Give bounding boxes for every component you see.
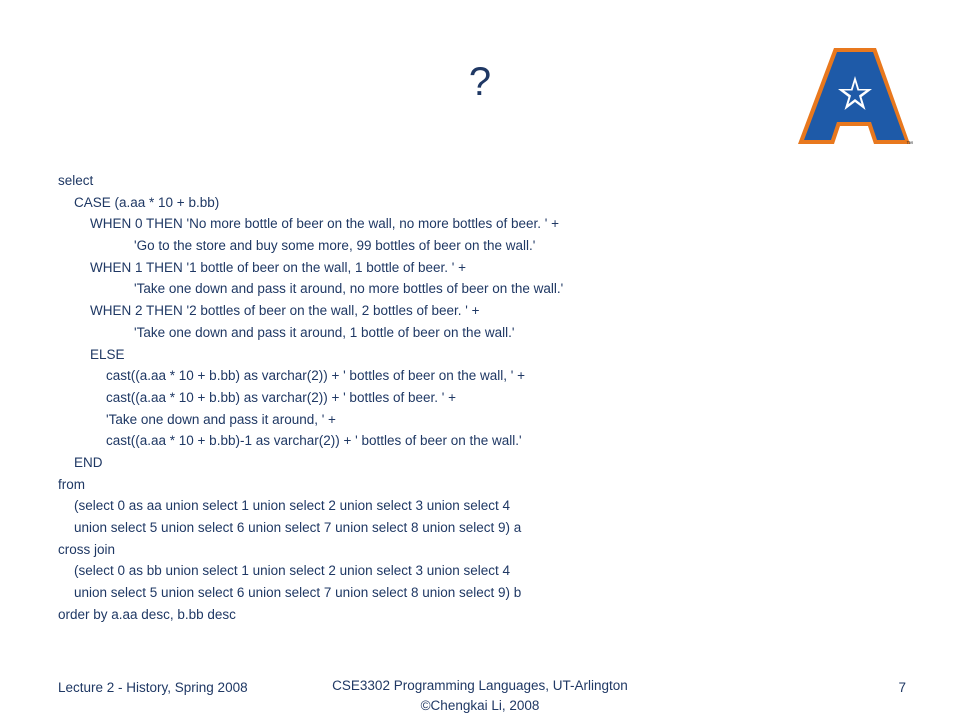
code-line: cross join: [58, 541, 116, 557]
logo-trademark: ™: [906, 141, 913, 148]
slide-title: ?: [468, 60, 492, 104]
code-line: ELSE: [90, 346, 125, 362]
code-line: END: [74, 454, 103, 470]
code-line: (select 0 as bb union select 1 union select 2 union select 3 union select 4: [74, 563, 511, 579]
code-line: (select 0 as aa union select 1 union select 2 union select 3 union select 4: [74, 498, 511, 514]
code-line: union select 5 union select 6 union select 7 union select 8 union select 9) a: [74, 520, 522, 535]
code-line: cast((a.aa * 10 + b.bb)-1 as varchar(2)) + ' bottles of beer on the wall.': [106, 433, 522, 449]
code-line: 'Go to the store and buy some more, 99 bottles of beer on the wall.': [134, 238, 536, 254]
sql-code-block: [58, 170, 918, 625]
code-line: union select 5 union select 6 union select 7 union select 8 union select 9) b: [74, 585, 522, 601]
uta-a-logo-icon: [788, 42, 918, 152]
footer-course-line: CSE3302 Programming Languages, UT-Arlington: [332, 678, 628, 693]
footer-course: [0, 676, 960, 716]
code-line: from: [58, 476, 85, 492]
code-line: WHEN 0 THEN 'No more bottle of beer on the wall, no more bottles of beer. ' +: [90, 216, 559, 232]
code-line: 'Take one down and pass it around, ' +: [106, 411, 336, 427]
code-line: cast((a.aa * 10 + b.bb) as varchar(2)) + ' bottles of beer. ' +: [106, 389, 456, 405]
code-line: 'Take one down and pass it around, 1 bottle of beer on the wall.': [134, 324, 515, 340]
code-line: select: [58, 173, 94, 188]
code-line: CASE (a.aa * 10 + b.bb): [74, 194, 220, 210]
code-line: cast((a.aa * 10 + b.bb) as varchar(2)) + ' bottles of beer on the wall, ' +: [106, 368, 525, 384]
page-number: 7: [898, 680, 906, 695]
code-line: order by a.aa desc, b.bb desc: [58, 606, 236, 622]
footer-lecture: Lecture 2 - History, Spring 2008: [58, 680, 248, 695]
code-line: WHEN 2 THEN '2 bottles of beer on the wall, 2 bottles of beer. ' +: [90, 303, 480, 319]
code-line: WHEN 1 THEN '1 bottle of beer on the wall, 1 bottle of beer. ' +: [90, 259, 466, 275]
footer-copyright: ©Chengkai Li, 2008: [420, 698, 540, 713]
code-line: 'Take one down and pass it around, no more bottles of beer on the wall.': [134, 281, 564, 297]
